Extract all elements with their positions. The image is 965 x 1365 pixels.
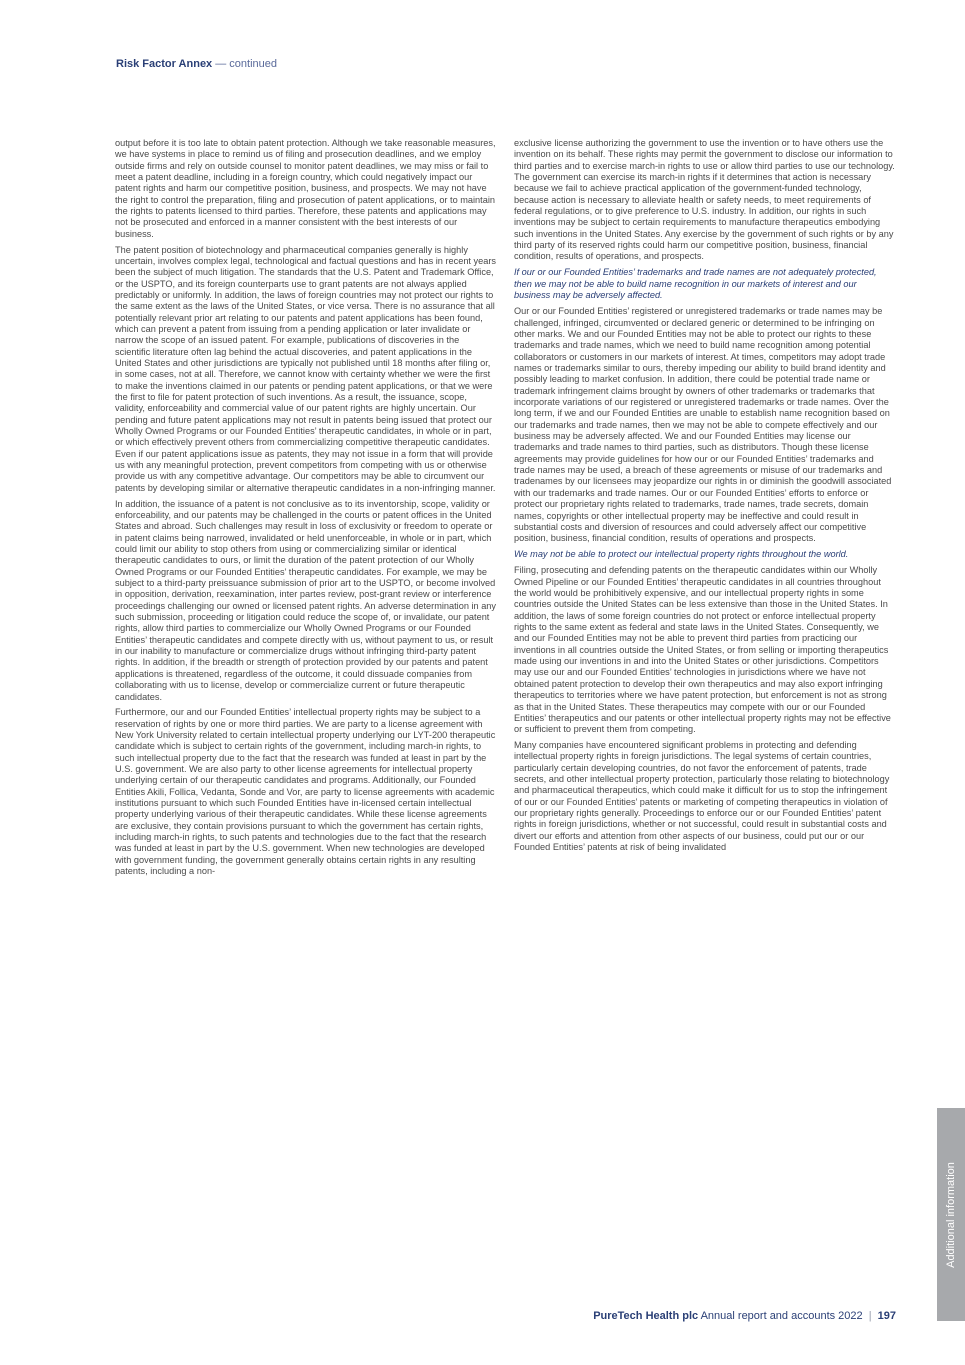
- section-subheading: If our or our Founded Entities’ trademarks and trade names are not adequately protected, then we may not be able to build name recognition in our markets of interest and our business may be adversely affected.: [514, 267, 877, 300]
- footer-separator: |: [868, 1310, 872, 1322]
- paragraph: Many companies have encountered significant problems in protecting and defending intellectual property rights in foreign jurisdictions. The legal systems of certain countries, particularly certain developing countries, do not favor the enforcement of patents, trade secrets, and other intellectual property protection, particularly those relating to biotechnology and pharmaceutical therapeutics, which could make it difficult for us to stop the infringement of our or our Founded Entities’ patents or marketing of competing therapeutics in violation of our proprietary rights generally. Proceedings to enforce our or our Founded Entities’ patent rights in foreign jurisdictions, whether or not successful, could result in substantial costs and divert our efforts and attention from other aspects of our business, could put our or our Founded Entities’ patents at risk of being invalidated: [514, 740, 890, 853]
- header-continued: — continued: [215, 58, 278, 70]
- page-number: 197: [877, 1310, 896, 1322]
- running-header: [116, 57, 277, 71]
- footer-company: PureTech Health plc: [593, 1310, 699, 1322]
- paragraph: In addition, the issuance of a patent is not conclusive as to its inventorship, scope, validity or enforceability, and our patents may be challenged in the courts or patent offices in the United States and abroad. Such challenges may result in loss of exclusivity or freedom to operate or in patent claims being narrowed, invalidated or held unenforceable, in whole or in part, which could limit our ability to stop others from using or commercializing similar or identical therapeutic candidates to ours, or limit the duration of the patent protection of our Wholly Owned Programs or our Founded Entities’ therapeutic candidates. For example, we may be subject to a third-party preissuance submission of prior art to the USPTO, or become involved in opposition, derivation, reexamination, inter partes review, post-grant review or interference proceedings challenging our owned or licensed patent rights. An adverse determination in any such submission, proceeding or litigation could reduce the scope of, or invalidate, our patent rights, allow third parties to commercialize our Wholly Owned Programs or our Founded Entities’ therapeutic candidates and compete directly with us, without payment to us, or result in our inability to manufacture or commercialize drugs without infringing third-party patent rights. In addition, if the breadth or strength of protection provided by our patents and patent applications is threatened, regardless of the outcome, it could dissuade companies from collaborating with us to license, develop or commercialize current or future therapeutic candidates.: [115, 498, 497, 702]
- footer-report-title: Annual report and accounts 2022: [700, 1310, 863, 1322]
- page-footer: [560, 1309, 896, 1323]
- paragraph: output before it is too late to obtain patent protection. Although we take reasonable measures, we have systems in place to remind us of filing and prosecution deadlines, and we employ outside firms and rely on outside counsel to monitor patent deadlines, we may miss or fail to meet a patent deadline, including in a foreign country, which could negatively impact our patent rights and harm our competitive position, business, and prospects. We may not have the right to control the preparation, filing and prosecution of patent applications, or to maintain the rights to patents licensed to third parties. Therefore, these patents and applications may not be prosecuted and enforced in a manner consistent with the best interests of our business.: [115, 138, 496, 239]
- paragraph: The patent position of biotechnology and pharmaceutical companies generally is highly uncertain, involves complex legal, technological and factual questions and has in recent years been the subject of much litigation. The standards that the U.S. Patent and Trademark Office, or the USPTO, and its foreign counterparts use to grant patents are not always applied predictably or uniformly. In addition, the laws of foreign countries may not protect our rights to the same extent as the laws of the United States, or vice versa. There is no assurance that all potentially relevant prior art relating to our patents and patent applications has been found, which can prevent a patent from issuing from a pending application or later invalidate or narrow the scope of an issued patent. For example, publications of discoveries in the scientific literature often lag behind the actual discoveries, and patent applications in the United States and other jurisdictions are typically not published until 18 months after filing or, in some cases, not at all. Therefore, we cannot know with certainty whether we were the first to make the inventions claimed in our patents or pending patent applications, or that we were the first to file for patent protection of such inventions. As a result, the issuance, scope, validity, enforceability and commercial value of our patent rights are highly uncertain. Our pending and future patent applications may not result in patents being issued that protect our Wholly Owned Programs or our Founded Entities’ therapeutic candidates, in whole or in part, or which effectively prevent others from commercializing competitive therapeutic candidates. Even if our patent applications issue as patents, they may not issue in a form that will provide us with any meaningful protection, prevent competitors from competing with us or otherwise provide us with any competitive advantage. Our competitors may be able to circumvent our patents by developing similar or alternative therapeutic candidates in a non-infringing manner.: [115, 244, 496, 493]
- paragraph: Furthermore, our and our Founded Entities’ intellectual property rights may be subject to a reservation of rights by one or more third parties. We are party to a license agreement with New York University related to certain intellectual property underlying our LYT-200 therapeutic candidate which is subject to certain rights of the government, including march-in rights, to such intellectual property due to the fact that the research was funded at least in part by the U.S. government. We are also party to other license agreements for intellectual property underlying certain of our therapeutic candidates and programs. Additionally, our Founded Entities Akili, Follica, Vedanta, Sonde and Vor, are party to license agreements with academic institutions pursuant to which such Founded Entities have in-licensed certain intellectual property underlying various of their therapeutic candidates. While these license agreements are exclusive, they contain provisions pursuant to which the government has certain rights, including march-in rights, to such patents and technologies due to the fact that the research was funded at least in part by the U.S. government. When new technologies are developed with government funding, the government generally obtains certain rights in any resulting patents, including a non-: [115, 707, 496, 877]
- side-tab-label: Additional information: [945, 1161, 957, 1268]
- left-column: [115, 138, 496, 882]
- paragraph: exclusive license authorizing the government to use the invention or to have others use the invention on its behalf. These rights may permit the government to disclose our information to third parties and to exercise march-in rights to use or allow third parties to use our technology. The government can exercise its march-in rights if it determines that action is necessary because we fail to achieve practical application of the government-funded technology, because action is necessary to alleviate health or safety needs, to meet requirements of federal regulations, or to give preference to U.S. industry. In addition, our rights in such inventions may be subject to certain requirements to manufacture therapeutics embodying such inventions in the United States. Any exercise by the government of such rights or by any third party of its reserved rights could harm our competitive position, business, financial condition, results of operations, and prospects.: [514, 138, 895, 262]
- header-title: Risk Factor Annex: [116, 58, 213, 70]
- paragraph: Our or our Founded Entities’ registered or unregistered trademarks or trade names may be challenged, infringed, circumvented or declared generic or determined to be infringing on other marks. We and our Founded Entities may not be able to protect our rights to these trademarks and trade names, which we need to build name recognition among potential collaborators or customers in our markets of interest. At times, competitors may adopt trade names or trademarks similar to ours, thereby impeding our ability to build brand identity and possibly leading to market confusion. In addition, there could be potential trade name or trademark infringement claims brought by owners of other trademarks or trademarks that incorporate variations of our registered or unregistered trademarks or trade names. Over the long term, if we and our Founded Entities are unable to establish name recognition based on our trademarks and trade names, then we may not be able to compete effectively and our business may be adversely affected. We and our Founded Entities may license our trademarks and trade names to third parties, such as distributors. Though these license agreements may provide guidelines for how our or our Founded Entities’ trademarks and trade names may be used, a breach of these agreements or misuse of our trademarks and tradenames by our licensees may jeopardize our rights in or diminish the goodwill associated with our trademarks and trade names. Our or our Founded Entities’ efforts to enforce or protect our proprietary rights related to trademarks, trade names, trade secrets, domain names, copyrights or other intellectual property may be ineffective and could result in substantial costs and diversion of resources and could adversely affect our competitive position, business, financial condition, results of operations and prospects.: [514, 306, 892, 544]
- paragraph: Filing, prosecuting and defending patents on the therapeutic candidates within our Wholly Owned Pipeline or our Founded Entities’ therapeutic candidates in all countries throughout the world would be prohibitively expensive, and our intellectual property rights in some countries outside the United States can be less extensive than those in the United States. In addition, the laws of some foreign countries do not protect or enforce intellectual property rights to the same extent as federal and state laws in the United States. Consequently, we and our Founded Entities may not be able to prevent third parties from practicing our inventions in all countries outside the United States, or from selling or importing therapeutics made using our inventions in and into the United States or other jurisdictions. Competitors may use our and our Founded Entities’ technologies in jurisdictions where we have not obtained patent protection to develop their own therapeutics and may also export infringing therapeutics to territories where we have patent protection, but enforcement is not as strong as that in the United States. These therapeutics may compete with our or our Founded Entities’ therapeutics and our patents or other intellectual property rights may not be effective or sufficient to prevent them from competing.: [514, 565, 891, 735]
- right-column: [514, 138, 895, 858]
- section-subheading: We may not be able to protect our intellectual property rights throughout the world.: [514, 549, 849, 560]
- section-side-tab[interactable]: [937, 1108, 965, 1321]
